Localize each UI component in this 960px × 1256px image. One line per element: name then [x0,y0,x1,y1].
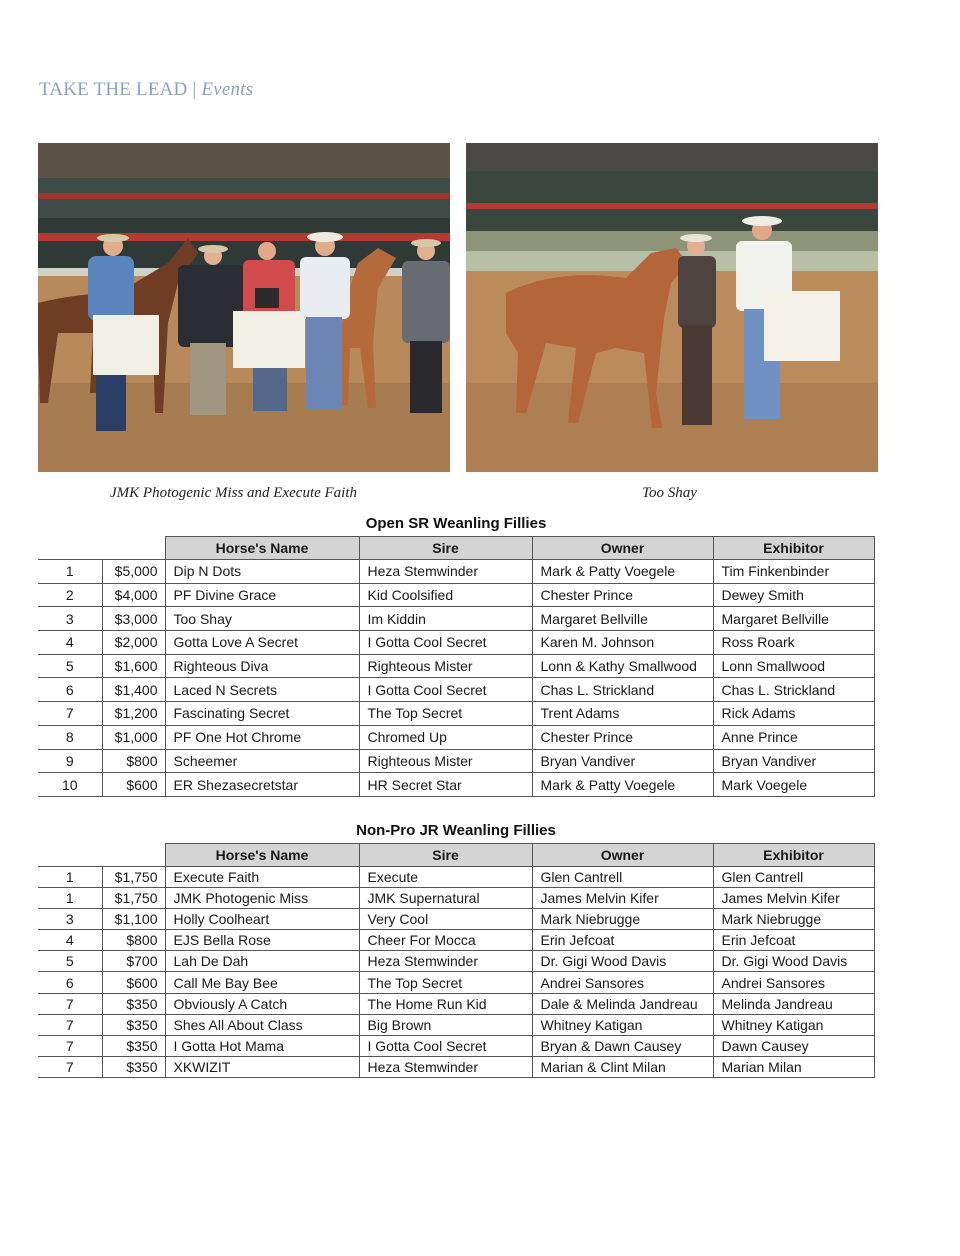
cell-exhibitor: Rick Adams [713,702,874,726]
cell-exhibitor: Anne Prince [713,725,874,749]
cell-horse-name: Execute Faith [165,867,359,888]
cell-owner: Bryan & Dawn Causey [532,1035,713,1056]
cell-sire: Heza Stemwinder [359,1056,532,1077]
cell-prize: $4,000 [102,583,165,607]
cell-prize: $1,600 [102,654,165,678]
cell-owner: James Melvin Kifer [532,888,713,909]
header-prize [102,537,165,560]
cell-owner: Chester Prince [532,725,713,749]
cell-place: 5 [38,951,102,972]
cell-exhibitor: Erin Jefcoat [713,930,874,951]
cell-place: 9 [38,749,102,773]
photo-caption-right: Too Shay [642,485,697,501]
cell-owner: Chester Prince [532,583,713,607]
cell-place: 7 [38,1035,102,1056]
photo-too-shay [466,143,878,472]
cell-horse-name: Gotta Love A Secret [165,631,359,655]
table-header-row [38,844,874,867]
cell-horse-name: EJS Bella Rose [165,930,359,951]
cell-owner: Glen Cantrell [532,867,713,888]
cell-horse-name: Laced N Secrets [165,678,359,702]
cell-owner: Karen M. Johnson [532,631,713,655]
cell-owner: Mark Niebrugge [532,909,713,930]
cell-prize: $800 [102,749,165,773]
photo-caption-left: JMK Photogenic Miss and Execute Faith [110,485,358,501]
cell-place: 10 [38,773,102,797]
cell-sire: HR Secret Star [359,773,532,797]
cell-exhibitor: Ross Roark [713,631,874,655]
cell-prize: $350 [102,1035,165,1056]
cell-place: 2 [38,583,102,607]
table-row [38,654,874,678]
cell-sire: Righteous Mister [359,654,532,678]
cell-place: 5 [38,654,102,678]
cell-prize: $1,750 [102,888,165,909]
cell-owner: Lonn & Kathy Smallwood [532,654,713,678]
cell-owner: Chas L. Strickland [532,678,713,702]
cell-sire: Chromed Up [359,725,532,749]
table-row [38,1014,874,1035]
cell-prize: $800 [102,930,165,951]
cell-place: 4 [38,631,102,655]
cell-horse-name: PF Divine Grace [165,583,359,607]
table-header-row [38,537,874,560]
cell-exhibitor: Mark Voegele [713,773,874,797]
cell-sire: Heza Stemwinder [359,560,532,584]
cell-place: 7 [38,702,102,726]
table-row [38,631,874,655]
cell-owner: Dale & Melinda Jandreau [532,993,713,1014]
cell-owner: Mark & Patty Voegele [532,773,713,797]
cell-owner: Trent Adams [532,702,713,726]
cell-owner: Erin Jefcoat [532,930,713,951]
cell-prize: $600 [102,773,165,797]
table-row [38,678,874,702]
table-row [38,560,874,584]
table-row [38,1056,874,1077]
magazine-name: TAKE THE LEAD [39,79,188,100]
cell-prize: $350 [102,1056,165,1077]
cell-horse-name: PF One Hot Chrome [165,725,359,749]
table-row [38,888,874,909]
cell-place: 1 [38,867,102,888]
cell-prize: $350 [102,1014,165,1035]
cell-horse-name: Fascinating Secret [165,702,359,726]
cell-exhibitor: Whitney Katigan [713,1014,874,1035]
cell-owner: Margaret Bellville [532,607,713,631]
table-row [38,1035,874,1056]
cell-horse-name: Dip N Dots [165,560,359,584]
cell-prize: $1,750 [102,867,165,888]
table-row [38,951,874,972]
cell-sire: Heza Stemwinder [359,951,532,972]
results-table-open-sr [38,536,875,797]
cell-horse-name: Shes All About Class [165,1014,359,1035]
table-row [38,702,874,726]
cell-exhibitor: Andrei Sansores [713,972,874,993]
cell-place: 7 [38,1014,102,1035]
cell-prize: $2,000 [102,631,165,655]
cell-place: 1 [38,888,102,909]
cell-exhibitor: James Melvin Kifer [713,888,874,909]
header-prize [102,844,165,867]
cell-place: 8 [38,725,102,749]
cell-owner: Mark & Patty Voegele [532,560,713,584]
cell-owner: Andrei Sansores [532,972,713,993]
cell-horse-name: Obviously A Catch [165,993,359,1014]
cell-exhibitor: Bryan Vandiver [713,749,874,773]
table-title-non-pro-jr: Non-Pro JR Weanling Fillies [356,822,556,839]
table-row [38,773,874,797]
cell-horse-name: XKWIZIT [165,1056,359,1077]
table-row [38,993,874,1014]
header-horse-name: Horse's Name [165,537,359,560]
cell-sire: I Gotta Cool Secret [359,631,532,655]
header-owner: Owner [532,537,713,560]
cell-place: 4 [38,930,102,951]
cell-exhibitor: Lonn Smallwood [713,654,874,678]
cell-horse-name: ER Shezasecretstar [165,773,359,797]
table-row [38,583,874,607]
cell-place: 6 [38,678,102,702]
cell-sire: I Gotta Cool Secret [359,1035,532,1056]
cell-owner: Whitney Katigan [532,1014,713,1035]
cell-exhibitor: Mark Niebrugge [713,909,874,930]
cell-sire: The Home Run Kid [359,993,532,1014]
table-row [38,725,874,749]
cell-horse-name: I Gotta Hot Mama [165,1035,359,1056]
cell-prize: $5,000 [102,560,165,584]
header-horse-name: Horse's Name [165,844,359,867]
cell-prize: $600 [102,972,165,993]
cell-horse-name: JMK Photogenic Miss [165,888,359,909]
cell-sire: JMK Supernatural [359,888,532,909]
header-separator: | [187,79,202,100]
results-table-non-pro-jr [38,843,875,1078]
cell-sire: Cheer For Mocca [359,930,532,951]
cell-prize: $1,400 [102,678,165,702]
cell-prize: $700 [102,951,165,972]
cell-exhibitor: Dewey Smith [713,583,874,607]
cell-sire: Execute [359,867,532,888]
cell-sire: I Gotta Cool Secret [359,678,532,702]
table-row [38,909,874,930]
cell-sire: Righteous Mister [359,749,532,773]
table-row [38,930,874,951]
cell-sire: Kid Coolsified [359,583,532,607]
cell-place: 6 [38,972,102,993]
header-sire: Sire [359,537,532,560]
cell-horse-name: Too Shay [165,607,359,631]
cell-place: 3 [38,607,102,631]
header-exhibitor: Exhibitor [713,844,874,867]
header-place [38,844,102,867]
table-title-open-sr: Open SR Weanling Fillies [365,515,547,532]
cell-prize: $1,000 [102,725,165,749]
cell-prize: $1,100 [102,909,165,930]
cell-exhibitor: Chas L. Strickland [713,678,874,702]
cell-sire: Very Cool [359,909,532,930]
table-row [38,867,874,888]
header-exhibitor: Exhibitor [713,537,874,560]
page-header [39,79,253,101]
cell-owner: Dr. Gigi Wood Davis [532,951,713,972]
cell-horse-name: Holly Coolheart [165,909,359,930]
cell-place: 1 [38,560,102,584]
cell-owner: Marian & Clint Milan [532,1056,713,1077]
section-name: Events [201,79,254,100]
cell-horse-name: Call Me Bay Bee [165,972,359,993]
header-sire: Sire [359,844,532,867]
cell-sire: The Top Secret [359,702,532,726]
cell-sire: The Top Secret [359,972,532,993]
cell-prize: $350 [102,993,165,1014]
cell-prize: $3,000 [102,607,165,631]
cell-place: 3 [38,909,102,930]
cell-exhibitor: Dr. Gigi Wood Davis [713,951,874,972]
cell-place: 7 [38,1056,102,1077]
cell-exhibitor: Glen Cantrell [713,867,874,888]
table-row [38,749,874,773]
cell-horse-name: Scheemer [165,749,359,773]
cell-exhibitor: Marian Milan [713,1056,874,1077]
cell-place: 7 [38,993,102,1014]
cell-sire: Big Brown [359,1014,532,1035]
header-owner: Owner [532,844,713,867]
cell-sire: Im Kiddin [359,607,532,631]
cell-exhibitor: Melinda Jandreau [713,993,874,1014]
header-place [38,537,102,560]
cell-prize: $1,200 [102,702,165,726]
photo-winners-group [38,143,450,472]
cell-exhibitor: Dawn Causey [713,1035,874,1056]
table-row [38,972,874,993]
cell-exhibitor: Margaret Bellville [713,607,874,631]
cell-exhibitor: Tim Finkenbinder [713,560,874,584]
cell-horse-name: Lah De Dah [165,951,359,972]
table-row [38,607,874,631]
cell-horse-name: Righteous Diva [165,654,359,678]
cell-owner: Bryan Vandiver [532,749,713,773]
